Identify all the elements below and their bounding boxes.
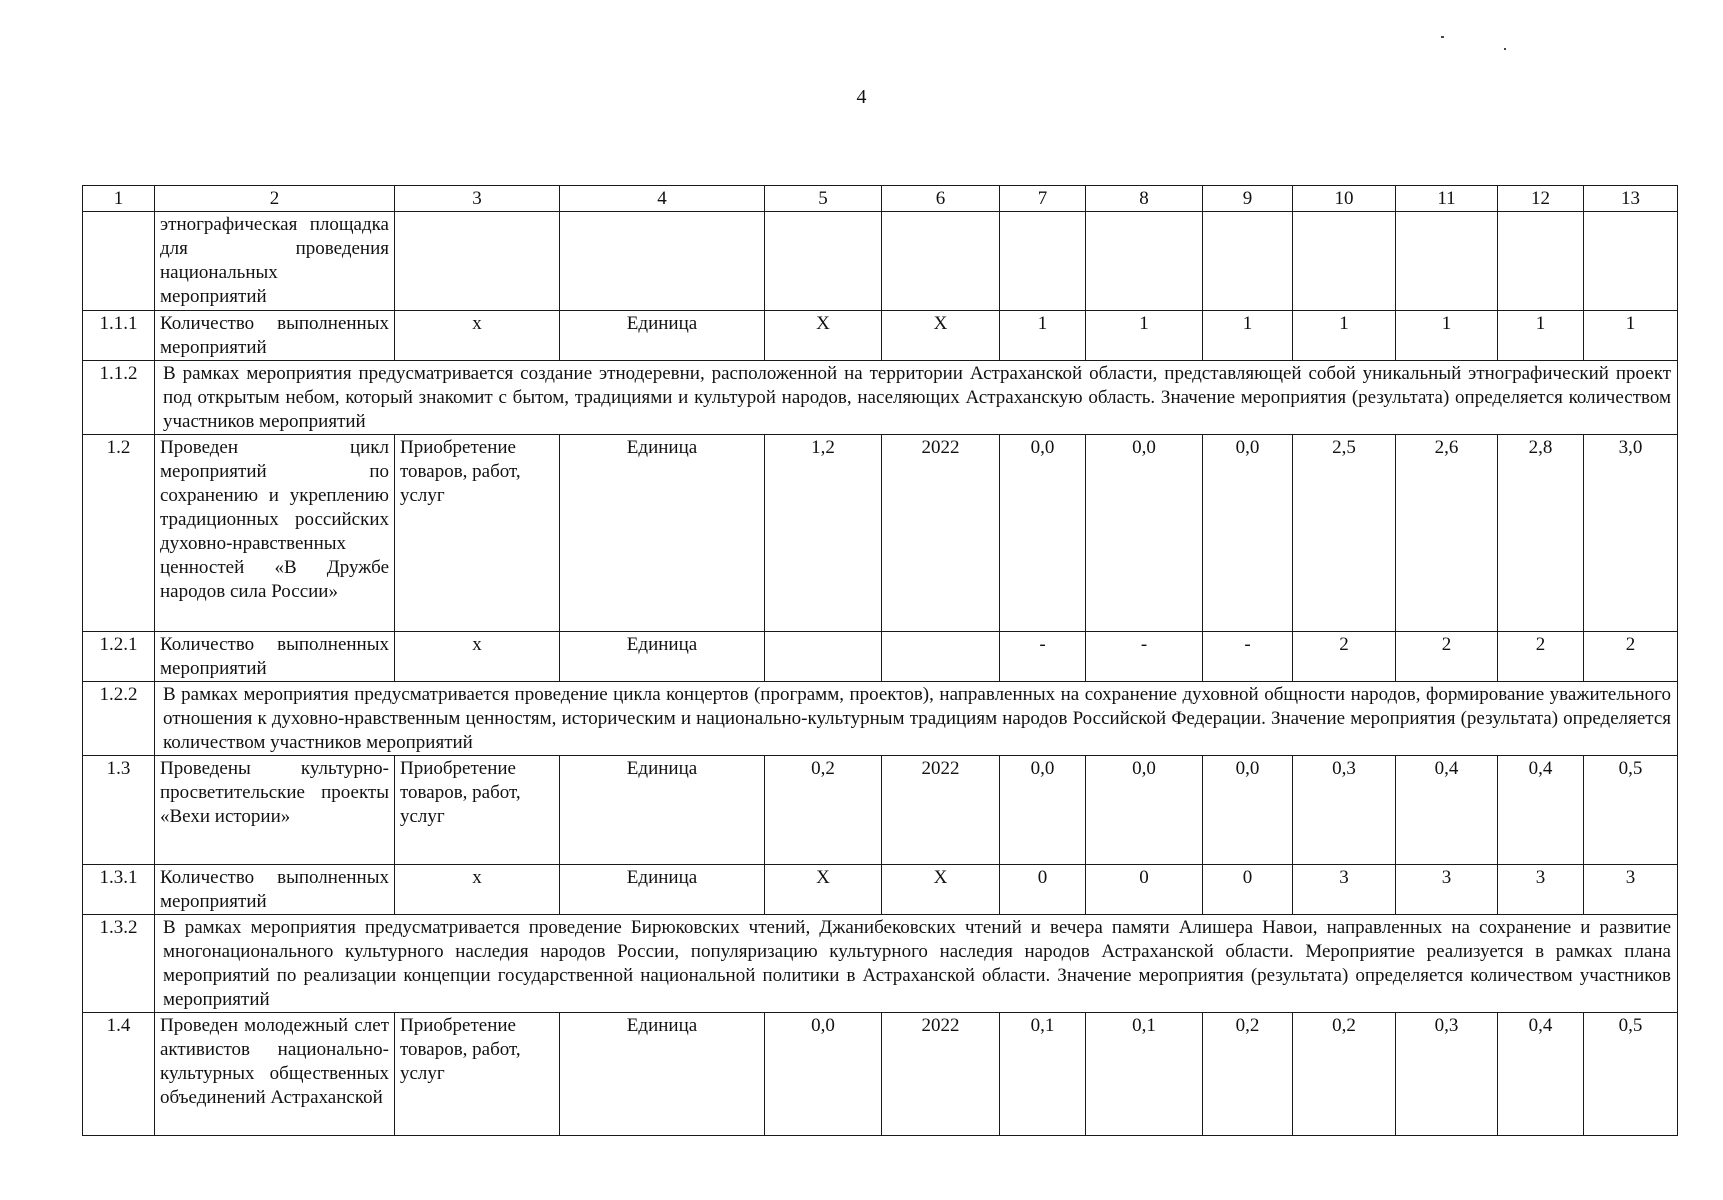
page-number: 4 <box>856 86 867 108</box>
header-cell: 13 <box>1584 186 1678 212</box>
cell <box>395 212 560 311</box>
value-cell: - <box>1203 632 1293 682</box>
header-cell: 10 <box>1293 186 1396 212</box>
value-cell: 2 <box>1584 632 1678 682</box>
measure-name: Проведен цикл мероприятий по сохранению и укреплению традиционных российских духовно-нравственных ценностей «В Дружбе народов сила России» <box>155 435 395 632</box>
header-cell: 12 <box>1498 186 1584 212</box>
table-row <box>83 865 1678 915</box>
value-cell: 0 <box>1203 865 1293 915</box>
value-cell: 0,5 <box>1584 1013 1678 1136</box>
scan-artifact <box>1441 36 1444 38</box>
base-value <box>765 632 882 682</box>
row-number <box>83 212 155 311</box>
base-value: Х <box>765 865 882 915</box>
value-cell: 0,0 <box>1000 435 1086 632</box>
value-cell: 1 <box>1203 311 1293 361</box>
value-cell: 0,0 <box>1086 756 1203 865</box>
value-cell: 1 <box>1086 311 1203 361</box>
cell <box>1584 212 1678 311</box>
header-cell: 9 <box>1203 186 1293 212</box>
measure-description: В рамках мероприятия предусматривается проведение цикла концертов (программ, проектов), направленных на сохранение духовной общности народов, формирование уважительного отношения к духовно-нравственным ценностям, историческим и национально-культурным традициям народов Российской Федерации. Значение мероприятия (результата) определяется количеством участников мероприятий <box>155 682 1678 756</box>
header-cell: 7 <box>1000 186 1086 212</box>
measure-description: В рамках мероприятия предусматривается создание этнодеревни, расположенной на территории Астраханской области, представляющей собой уникальный этнографический проект под открытым небом, который знакомит с бытом, традициями и культурой народов, населяющих Астраханскую область. Значение мероприятия (результата) определяется количеством участников мероприятий <box>155 361 1678 435</box>
cell <box>1293 212 1396 311</box>
cell <box>1203 212 1293 311</box>
row-number: 1.2 <box>83 435 155 632</box>
measure-name: Проведены культурно-просветительские проекты «Вехи истории» <box>155 756 395 865</box>
value-cell: 0,4 <box>1498 1013 1584 1136</box>
value-cell: 3 <box>1498 865 1584 915</box>
expense-type: Приобретение товаров, работ, услуг <box>395 756 560 865</box>
value-cell: 1 <box>1293 311 1396 361</box>
expense-type: х <box>395 632 560 682</box>
value-cell: 2 <box>1396 632 1498 682</box>
cell <box>1396 212 1498 311</box>
cell <box>560 212 765 311</box>
value-cell: 1 <box>1396 311 1498 361</box>
value-cell: 0,4 <box>1396 756 1498 865</box>
row-number: 1.1.1 <box>83 311 155 361</box>
table-row <box>83 915 1678 1013</box>
value-cell: 0,2 <box>1293 1013 1396 1136</box>
value-cell: 2,5 <box>1293 435 1396 632</box>
table-row <box>83 632 1678 682</box>
header-cell: 6 <box>882 186 1000 212</box>
header-cell: 3 <box>395 186 560 212</box>
value-cell: 0,1 <box>1086 1013 1203 1136</box>
value-cell: 0,3 <box>1293 756 1396 865</box>
base-year: Х <box>882 865 1000 915</box>
value-cell: 0,4 <box>1498 756 1584 865</box>
base-year: 2022 <box>882 435 1000 632</box>
value-cell: 0,0 <box>1203 756 1293 865</box>
value-cell: 0,5 <box>1584 756 1678 865</box>
value-cell: 0,1 <box>1000 1013 1086 1136</box>
unit: Единица <box>560 756 765 865</box>
table-row <box>83 1013 1678 1136</box>
table-row <box>83 682 1678 756</box>
scan-artifact <box>1504 48 1506 50</box>
value-cell: 1 <box>1498 311 1584 361</box>
cell <box>1498 212 1584 311</box>
header-cell: 1 <box>83 186 155 212</box>
header-cell: 4 <box>560 186 765 212</box>
header-cell: 5 <box>765 186 882 212</box>
measure-name: Количество выполненных мероприятий <box>155 865 395 915</box>
table-row <box>83 311 1678 361</box>
header-cell: 11 <box>1396 186 1498 212</box>
expense-type: х <box>395 865 560 915</box>
cell <box>1086 212 1203 311</box>
measure-name: этнографическая площадка для проведения национальных мероприятий <box>155 212 395 311</box>
expense-type: Приобретение товаров, работ, услуг <box>395 1013 560 1136</box>
measure-name: Проведен молодежный слет активистов национально-культурных общественных объединений Астраханской <box>155 1013 395 1136</box>
base-value: 0,2 <box>765 756 882 865</box>
row-number: 1.2.1 <box>83 632 155 682</box>
row-number: 1.3.2 <box>83 915 155 1013</box>
value-cell: 0,0 <box>1203 435 1293 632</box>
measure-name: Количество выполненных мероприятий <box>155 632 395 682</box>
row-number: 1.4 <box>83 1013 155 1136</box>
measures-table <box>82 185 1678 1136</box>
value-cell: 3 <box>1293 865 1396 915</box>
value-cell: 0 <box>1000 865 1086 915</box>
base-year: 2022 <box>882 1013 1000 1136</box>
value-cell: - <box>1000 632 1086 682</box>
base-value: 0,0 <box>765 1013 882 1136</box>
row-number: 1.2.2 <box>83 682 155 756</box>
measure-description: В рамках мероприятия предусматривается проведение Бирюковских чтений, Джанибековских чтений и вечера памяти Алишера Навои, направленных на сохранение и развитие многонационального культурного наследия народов России, популяризацию культурного наследия народов Астраханской области. Мероприятие реализуется в рамках плана мероприятий по реализации концепции государственной национальной политики в Астраханской области. Значение мероприятия (результата) определяется количеством участников мероприятий <box>155 915 1678 1013</box>
base-value: 1,2 <box>765 435 882 632</box>
value-cell: 1 <box>1584 311 1678 361</box>
unit: Единица <box>560 311 765 361</box>
unit: Единица <box>560 435 765 632</box>
table-row <box>83 435 1678 632</box>
value-cell: 2 <box>1498 632 1584 682</box>
table-row <box>83 212 1678 311</box>
value-cell: 0,0 <box>1000 756 1086 865</box>
value-cell: 2,8 <box>1498 435 1584 632</box>
row-number: 1.3.1 <box>83 865 155 915</box>
row-number: 1.3 <box>83 756 155 865</box>
header-cell: 8 <box>1086 186 1203 212</box>
base-year: 2022 <box>882 756 1000 865</box>
header-cell: 2 <box>155 186 395 212</box>
value-cell: 0,3 <box>1396 1013 1498 1136</box>
cell <box>882 212 1000 311</box>
unit: Единица <box>560 632 765 682</box>
header-row <box>83 186 1678 212</box>
value-cell: 3 <box>1584 865 1678 915</box>
value-cell: 0 <box>1086 865 1203 915</box>
table-row <box>83 361 1678 435</box>
unit: Единица <box>560 865 765 915</box>
value-cell: 1 <box>1000 311 1086 361</box>
value-cell: 3 <box>1396 865 1498 915</box>
unit: Единица <box>560 1013 765 1136</box>
base-year <box>882 632 1000 682</box>
table-row <box>83 756 1678 865</box>
measure-name: Количество выполненных мероприятий <box>155 311 395 361</box>
cell <box>765 212 882 311</box>
value-cell: 2,6 <box>1396 435 1498 632</box>
base-value: Х <box>765 311 882 361</box>
expense-type: х <box>395 311 560 361</box>
expense-type: Приобретение товаров, работ, услуг <box>395 435 560 632</box>
value-cell: 0,2 <box>1203 1013 1293 1136</box>
row-number: 1.1.2 <box>83 361 155 435</box>
base-year: Х <box>882 311 1000 361</box>
value-cell: 3,0 <box>1584 435 1678 632</box>
value-cell: - <box>1086 632 1203 682</box>
cell <box>1000 212 1086 311</box>
value-cell: 0,0 <box>1086 435 1203 632</box>
value-cell: 2 <box>1293 632 1396 682</box>
